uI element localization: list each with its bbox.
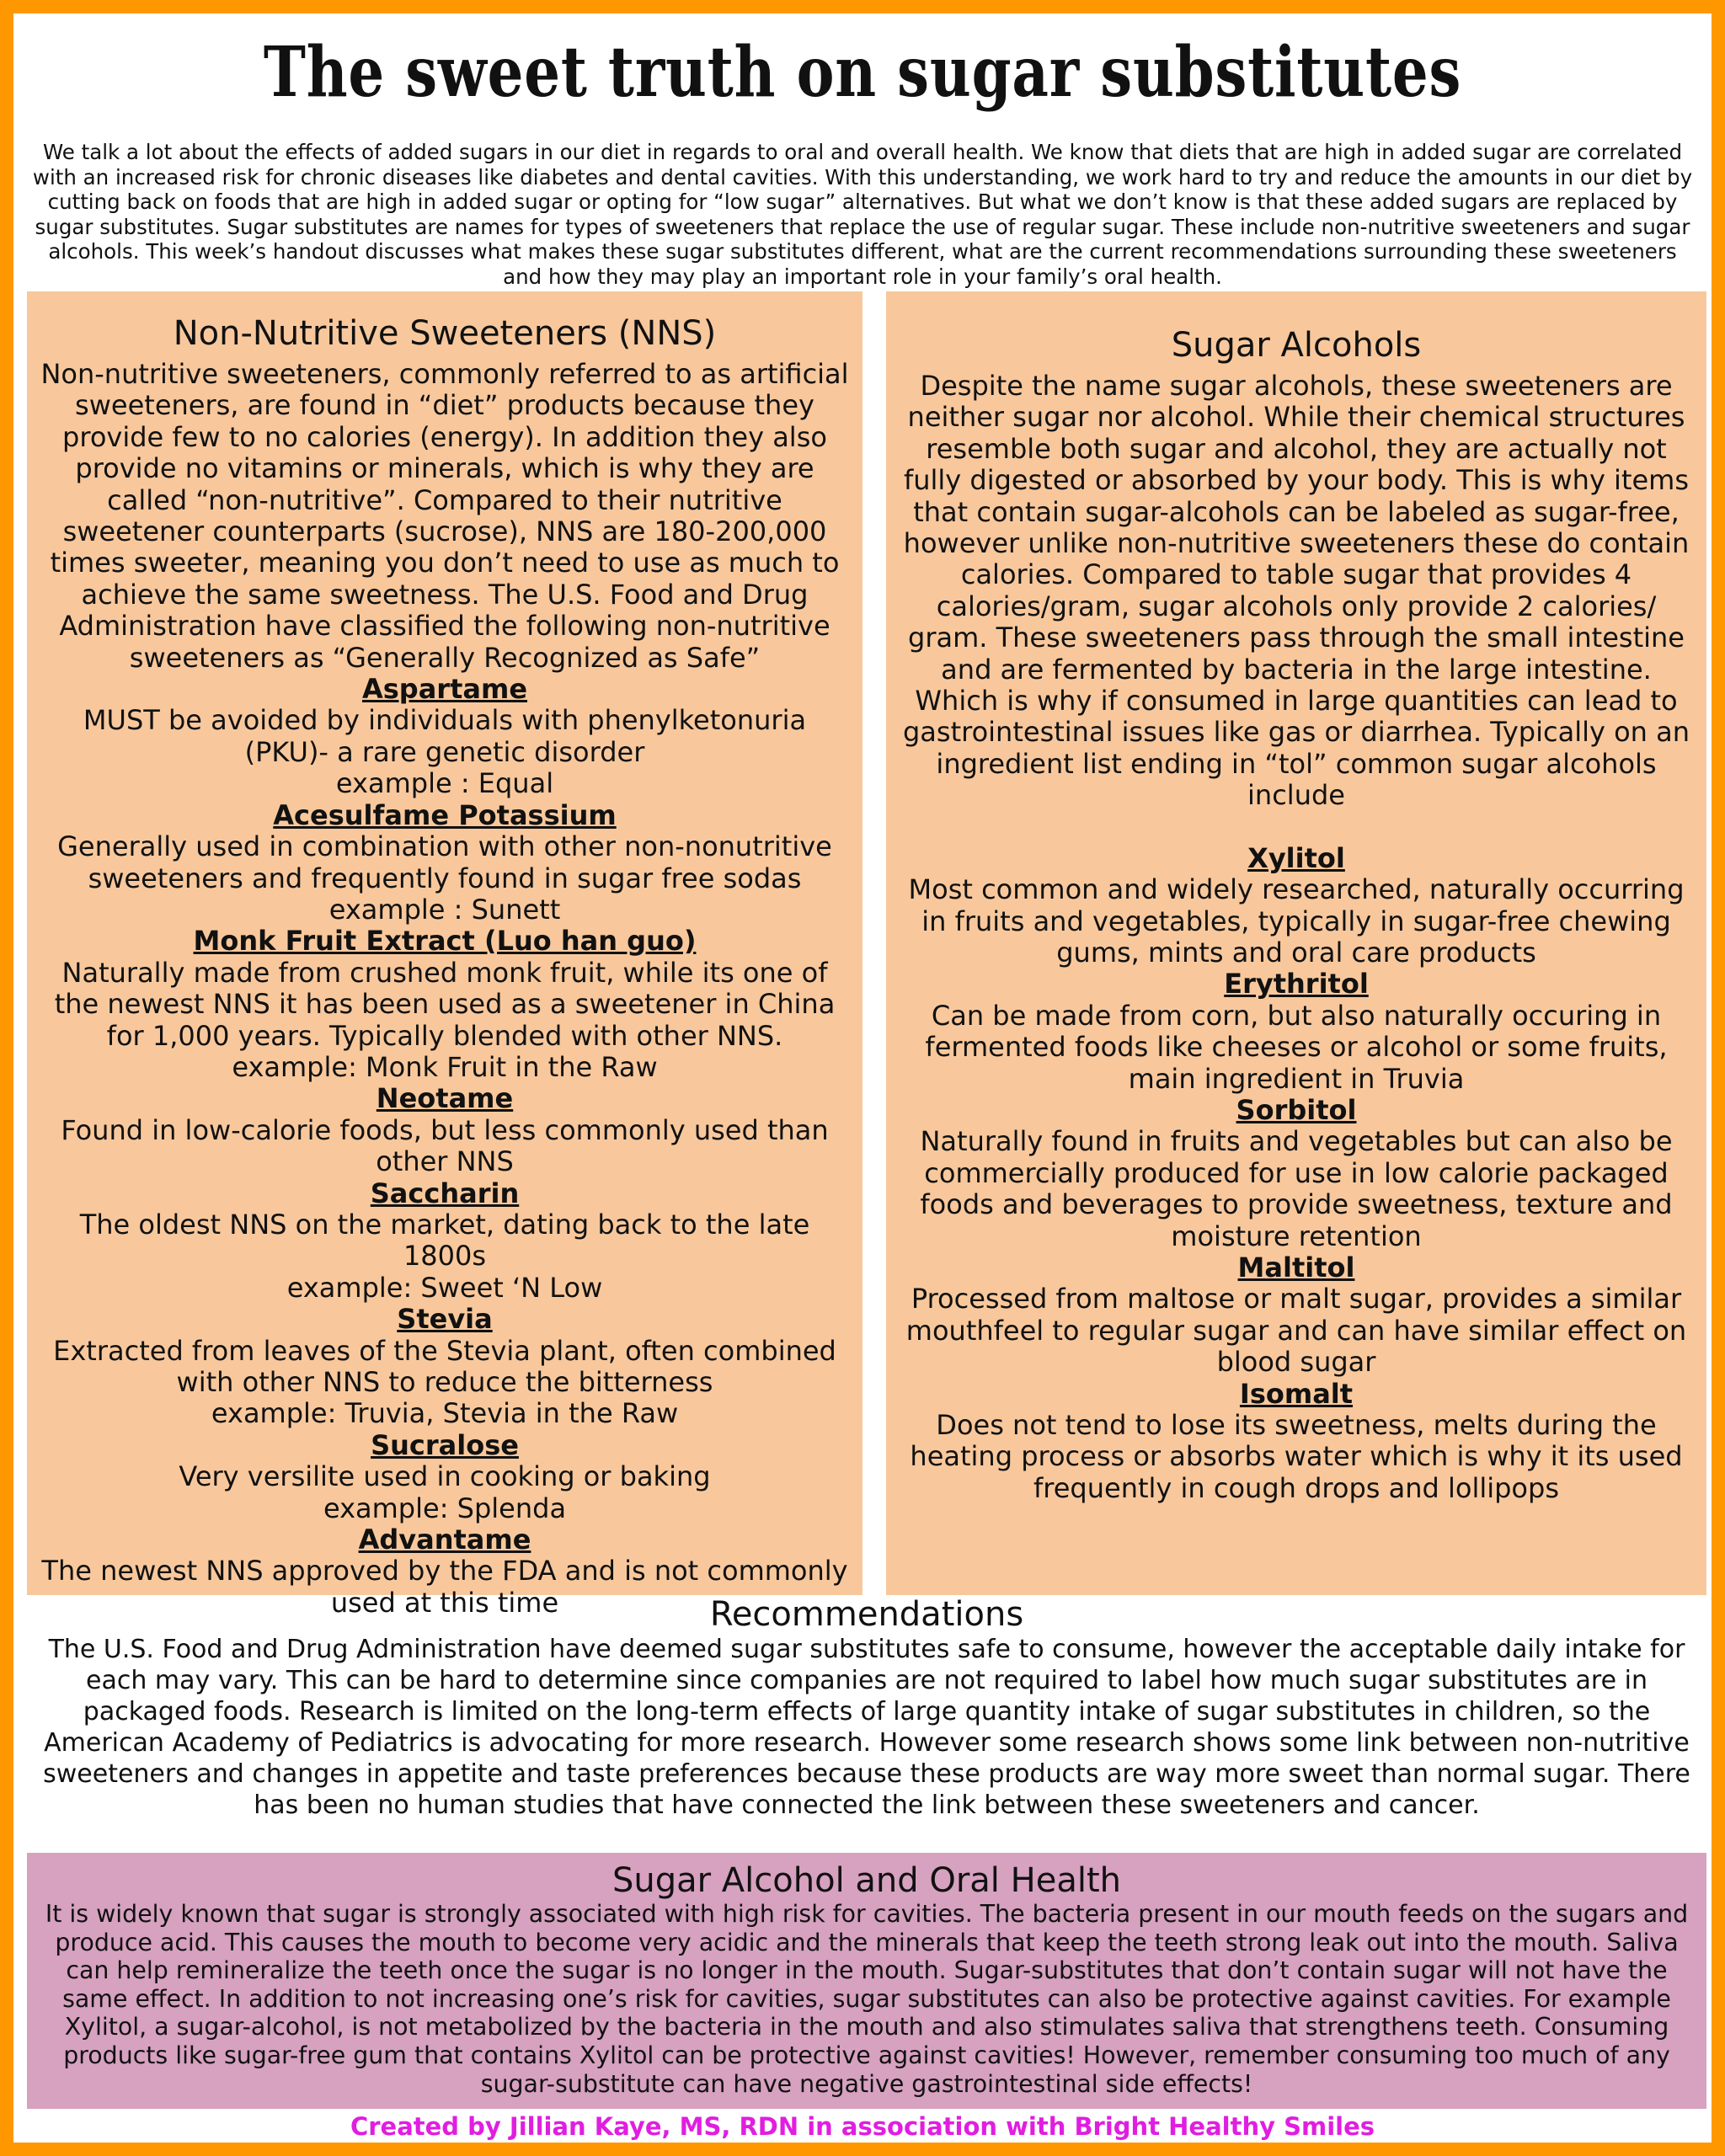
nns-item-desc: Found in low-calorie foods, but less commonly used than other NNS — [61, 1113, 829, 1178]
sugar-alcohol-item-desc: Can be made from corn, but also naturally occuring in fermented foods like cheeses or alcohol or some fruits, main ingredient in Truvia — [925, 999, 1668, 1095]
nns-item-name: Acesulfame Potassium — [273, 798, 617, 831]
sugar-alcohols-intro: Despite the name sugar alcohols, these sweeteners are neither sugar nor alcohol. While their chemical structures resemble both sugar and alcohol, they are actually not fully digested or absorbed by your body. This is why items that contain sugar-alcohols can be labeled as sugar-free, however unlike non-nutritive sweeteners these do contain calories. Compared to table sugar that provides 4 calories/gram, sugar alcohols only provide 2 calories/ gram. These sweeteners pass through the small intestine and are fermented by bacteria in the large intestine. Which is why if consumed in large quantities can lead to gastrointestinal issues like gas or diarrhea. Typically on an ingredient list ending in “tol” common sugar alcohols include — [902, 370, 1690, 812]
oral-health-panel — [27, 1853, 1706, 2109]
sugar-alcohol-item-name: Xylitol — [1247, 841, 1345, 874]
nns-item-name: Sucralose — [371, 1428, 519, 1461]
nns-item-name: Stevia — [397, 1303, 493, 1336]
oral-health-heading: Sugar Alcohol and Oral Health — [612, 1861, 1121, 1900]
recommendations-heading: Recommendations — [709, 1595, 1024, 1634]
nns-item-example: example: Splenda — [323, 1492, 567, 1524]
nns-heading: Non-Nutritive Sweeteners (NNS) — [173, 314, 717, 353]
sugar-alcohol-item-name: Maltitol — [1237, 1251, 1355, 1283]
nns-item-name: Aspartame — [361, 673, 528, 706]
nns-panel — [27, 291, 862, 1619]
nns-item-example: example : Equal — [335, 767, 554, 800]
handout-page — [13, 13, 1712, 2143]
oral-health-text: It is widely known that sugar is strongly associated with high risk for cavities. The bacteria present in our mouth feeds on the sugars and produce acid. This causes the mouth to become very acidic and the minerals that keep the teeth strong leak out into the mouth. Saliva can help remineralize the teeth once the sugar is no longer in the mouth. Sugar-substitutes that don’t contain sugar will not have the same effect. In addition to not increasing one’s risk for cavities, sugar substitutes can also be protective against cavities. For example Xylitol, a sugar-alcohol, is not metabolized by the bacteria in the mouth and also stimulates saliva that strengthens teeth. Consuming products like sugar-free gum that contains Xylitol can be protective against cavities! However, remember consuming too much of any sugar-substitute can have negative gastrointestinal side effects! — [45, 1900, 1689, 2098]
nns-item-example: example: Sweet ‘N Low — [286, 1271, 603, 1304]
nns-item-name: Advantame — [358, 1524, 531, 1556]
sugar-alcohol-item-name: Sorbitol — [1236, 1093, 1357, 1126]
sugar-alcohol-item-desc: Naturally found in fruits and vegetables but can also be commercially produced for use in low calorie packaged foods and beverages to provide sweetness, texture and moisture retention — [920, 1125, 1673, 1252]
nns-item-desc: Naturally made from crushed monk fruit, while its one of the newest NNS it has been used as a sweetener in China for 1,000 years. Typically blended with other NNS. — [54, 956, 836, 1052]
credit-line: Created by Jillian Kaye, MS, RDN in association with Bright Healthy Smiles — [350, 2112, 1375, 2141]
sugar-alcohol-item-name: Isomalt — [1239, 1377, 1354, 1410]
nns-item-example: example: Monk Fruit in the Raw — [232, 1050, 658, 1083]
nns-body — [27, 354, 862, 1619]
nns-item-example: example : Sunett — [328, 893, 561, 926]
nns-item-desc: Extracted from leaves of the Stevia plant, often combined with other NNS to reduce the bitterness — [53, 1334, 836, 1398]
sugar-alcohol-item-desc: Processed from maltose or malt sugar, provides a similar mouthfeel to regular sugar and can have similar effect on blood sugar — [905, 1283, 1687, 1379]
nns-item-desc: The newest NNS approved by the FDA and is not commonly used at this time — [41, 1555, 848, 1619]
sugar-alcohols-body — [886, 366, 1706, 1504]
nns-item-example: example: Truvia, Stevia in the Raw — [211, 1397, 679, 1430]
nns-item-name: Monk Fruit Extract (Luo han guo) — [193, 925, 697, 958]
nns-intro: Non-nutritive sweeteners, commonly referred to as artificial sweeteners, are found in “diet” products because they provide few to no calories (energy). In addition they also provide no vitamins or minerals, which is why they are called “non-nutritive”. Compared to their nutritive sweetener counterparts (sucrose), NNS are 180-200,000 times sweeter, meaning you don’t need to use as much to achieve the same sweetness. The U.S. Food and Drug Administration have classified the following non-nutritive sweeteners as “Generally Recognized as Safe” — [40, 358, 849, 674]
sugar-alcohol-item-desc: Most common and widely researched, naturally occurring in fruits and vegetables, typically in sugar-free chewing gums, mints and oral care products — [908, 873, 1685, 969]
spacer — [898, 812, 1695, 843]
nns-item-name: Neotame — [376, 1082, 514, 1115]
sugar-alcohols-panel — [886, 291, 1706, 1595]
nns-item-desc: The oldest NNS on the market, dating back to the late 1800s — [79, 1208, 810, 1273]
recommendations-section — [27, 1595, 1706, 1821]
nns-item-name: Saccharin — [370, 1177, 520, 1209]
recommendations-text: The U.S. Food and Drug Administration have deemed sugar substitutes safe to consume, however the acceptable daily intake for each may vary. This can be hard to determine since companies are not required to label how much sugar substitutes are in packaged foods. Research is limited on the long-term effects of large quantity intake of sugar substitutes in children, so the American Academy of Pediatrics is advocating for more research. However some research shows some link between non-nutritive sweeteners and changes in appetite and taste preferences because these products are way more sweet than normal sugar. There has been no human studies that have connected the link between these sweeteners and cancer. — [43, 1635, 1690, 1820]
sugar-alcohol-item-desc: Does not tend to lose its sweetness, melts during the heating process or absorbs water which is why it its used frequently in cough drops and lollipops — [910, 1409, 1683, 1504]
nns-item-desc: Very versilite used in cooking or baking — [179, 1460, 711, 1493]
nns-item-desc: Generally used in combination with other non-nonutritive sweeteners and frequently found in sugar free sodas — [57, 830, 832, 894]
nns-item-desc: MUST be avoided by individuals with phenylketonuria (PKU)- a rare genetic disorder — [83, 704, 807, 768]
page-title: The sweet truth on sugar substitutes — [263, 32, 1462, 113]
sugar-alcohols-heading: Sugar Alcohols — [1171, 326, 1422, 365]
sugar-alcohol-item-name: Erythritol — [1224, 968, 1369, 1001]
intro-paragraph: We talk a lot about the effects of added sugars in our diet in regards to oral and overall health. We know that diets that are high in added sugar are correlated with an increased risk for chronic diseases like diabetes and dental cavities. With this understanding, we work hard to try and reduce the amounts in our diet by cutting back on foods that are high in added sugar or opting for “low sugar” alternatives. But what we don’t know is that these added sugars are replaced by sugar substitutes. Sugar substitutes are names for types of sweeteners that replace the use of regular sugar. These include non-nutritive sweeteners and sugar alcohols. This week’s handout discusses what makes these sugar substitutes different, what are the current recommendations surrounding these sweeteners and how they may play an important role in your family’s oral health. — [32, 140, 1693, 289]
